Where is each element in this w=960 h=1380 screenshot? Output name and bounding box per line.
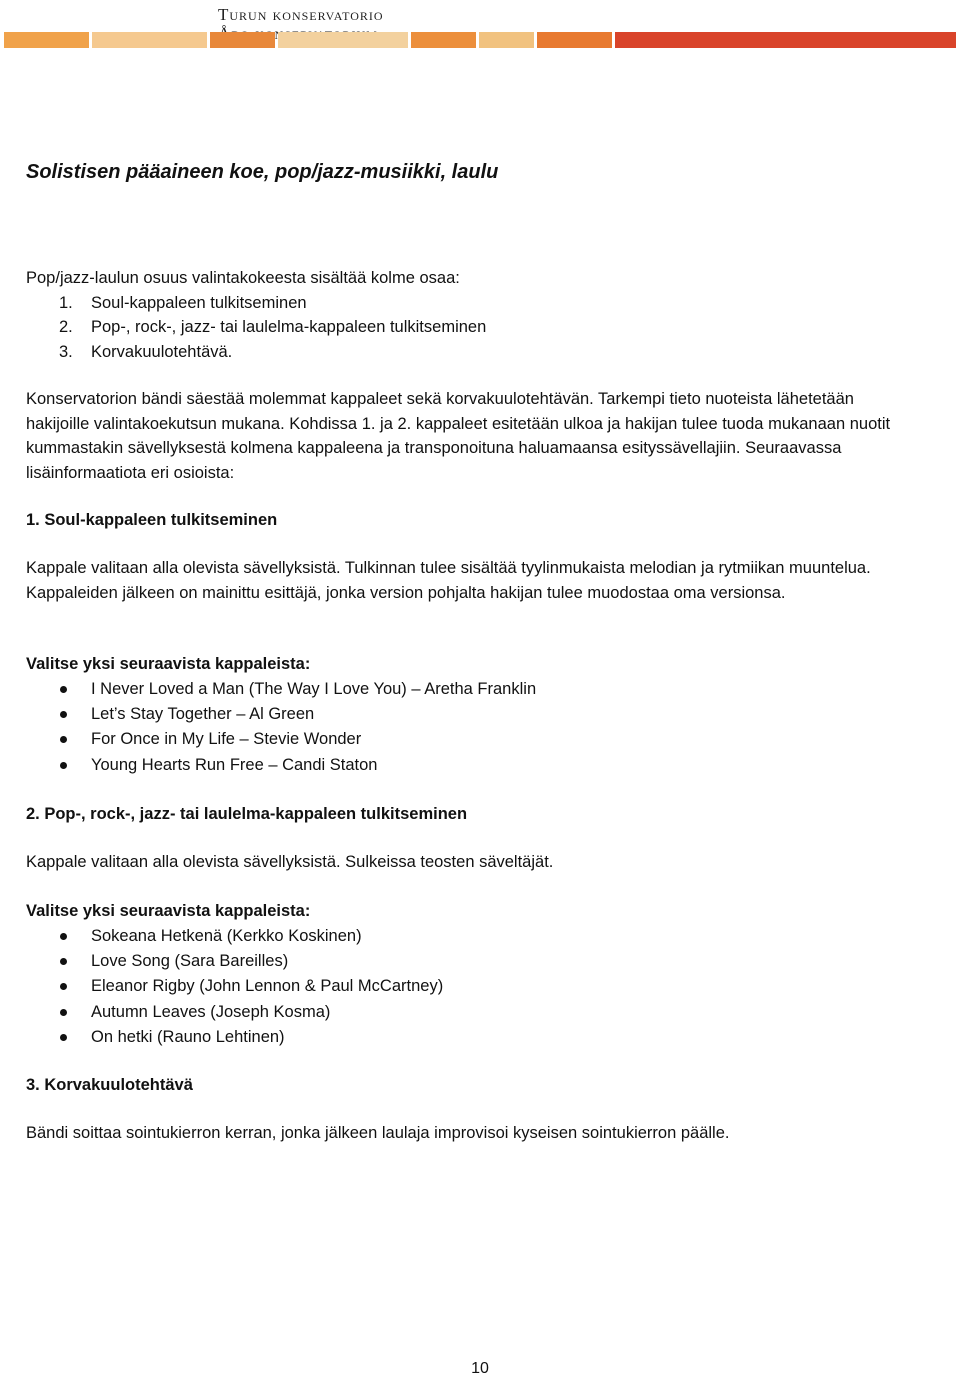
list-item xyxy=(26,315,906,340)
list-number: 3. xyxy=(59,342,73,361)
song-title: On hetki (Rauno Lehtinen) xyxy=(91,1027,285,1046)
list-item-text: Soul-kappaleen tulkitseminen xyxy=(91,293,307,312)
stripe-segment xyxy=(537,32,612,48)
song-title: Autumn Leaves (Joseph Kosma) xyxy=(91,1002,331,1021)
list-number: 2. xyxy=(59,318,73,336)
section3-text: Bändi soittaa sointukierron kerran, jonka jälkeen laulaja improvisoi kyseisen sointukierron päälle. xyxy=(26,1124,730,1142)
intro-text: Pop/jazz-laulun osuus valintakokeesta sisältää kolme osaa: xyxy=(26,269,460,287)
section2-song-list xyxy=(26,924,906,1050)
page-title: Solistisen pääaineen koe, pop/jazz-musiikki, laulu xyxy=(26,161,499,183)
list-number: 1. xyxy=(59,293,73,312)
song-item xyxy=(26,1000,906,1025)
song-item xyxy=(26,677,906,702)
song-item xyxy=(26,727,906,752)
section2-heading: 2. Pop-, rock-, jazz- tai laulelma-kappaleen tulkitseminen xyxy=(26,805,468,823)
section1-text: Kappale valitaan alla olevista sävellyksistä. Tulkinnan tulee sisältää tyylinmukaista melodian ja rytmiikan muuntelua. Kappaleiden jälkeen on mainittu esittäjä, jonka version pohjalta hakijan tulee muodostaa oma versionsa. xyxy=(26,559,871,602)
song-title: I Never Loved a Man (The Way I Love You) – Aretha Franklin xyxy=(91,680,537,698)
list-item xyxy=(26,340,906,365)
bullet-icon xyxy=(60,1009,67,1016)
stripe-segment xyxy=(278,32,408,48)
stripe-segment xyxy=(479,32,534,48)
bullet-icon xyxy=(60,762,67,769)
page-number: 10 xyxy=(471,1360,489,1377)
song-title: For Once in My Life – Stevie Wonder xyxy=(91,730,362,749)
song-title: Sokeana Hetkenä (Kerkko Koskinen) xyxy=(91,927,362,945)
color-stripe xyxy=(4,32,959,48)
general-info-paragraph: Konservatorion bändi säestää molemmat kappaleet sekä korvakuulotehtävän. Tarkempi tieto nuoteista lähetetään hakijoille valintakoekutsun mukana. Kohdissa 1. ja 2. kappaleet esitetään ulkoa ja hakijan tulee tuoda mukanaan nuotit kummastakin sävellyksestä kolmena kappaleena ja transponoituna haluamaansa esityssävellajiin. Seuraavassa lisäinformaatiota eri osioista: xyxy=(26,390,891,482)
section1-song-list xyxy=(26,677,906,778)
song-item xyxy=(26,1025,906,1050)
list-item xyxy=(26,291,906,316)
bullet-icon xyxy=(60,711,67,718)
bullet-icon xyxy=(60,736,67,743)
stripe-segment xyxy=(4,32,89,48)
page-header xyxy=(0,0,960,52)
song-item xyxy=(26,974,906,999)
section2-choose-label: Valitse yksi seuraavista kappaleista: xyxy=(26,902,311,920)
song-title: Eleanor Rigby (John Lennon & Paul McCartney) xyxy=(91,977,444,996)
bullet-icon xyxy=(60,983,67,990)
song-item xyxy=(26,924,906,949)
song-item xyxy=(26,702,906,727)
song-item xyxy=(26,949,906,974)
intro-section xyxy=(26,266,906,364)
song-title: Let’s Stay Together – Al Green xyxy=(91,705,315,724)
section2-text: Kappale valitaan alla olevista sävellyksistä. Sulkeissa teosten säveltäjät. xyxy=(26,853,554,871)
bullet-icon xyxy=(60,1034,67,1041)
section3-heading: 3. Korvakuulotehtävä xyxy=(26,1076,193,1094)
bullet-icon xyxy=(60,686,67,693)
stripe-segment xyxy=(210,32,275,48)
stripe-segment xyxy=(92,32,207,48)
stripe-segment xyxy=(615,32,956,48)
stripe-segment xyxy=(411,32,476,48)
section1-choose-label: Valitse yksi seuraavista kappaleista: xyxy=(26,655,311,673)
bullet-icon xyxy=(60,958,67,965)
list-item-text: Pop-, rock-, jazz- tai laulelma-kappaleen tulkitseminen xyxy=(91,318,487,336)
song-title: Love Song (Sara Bareilles) xyxy=(91,952,289,971)
logo-line-finnish: Turun konservatorio xyxy=(218,5,384,24)
song-title: Young Hearts Run Free – Candi Staton xyxy=(91,755,378,774)
bullet-icon xyxy=(60,933,67,940)
list-item-text: Korvakuulotehtävä. xyxy=(91,342,233,361)
song-item xyxy=(26,753,906,778)
section1-heading: 1. Soul-kappaleen tulkitseminen xyxy=(26,511,278,529)
parts-list xyxy=(26,291,906,365)
